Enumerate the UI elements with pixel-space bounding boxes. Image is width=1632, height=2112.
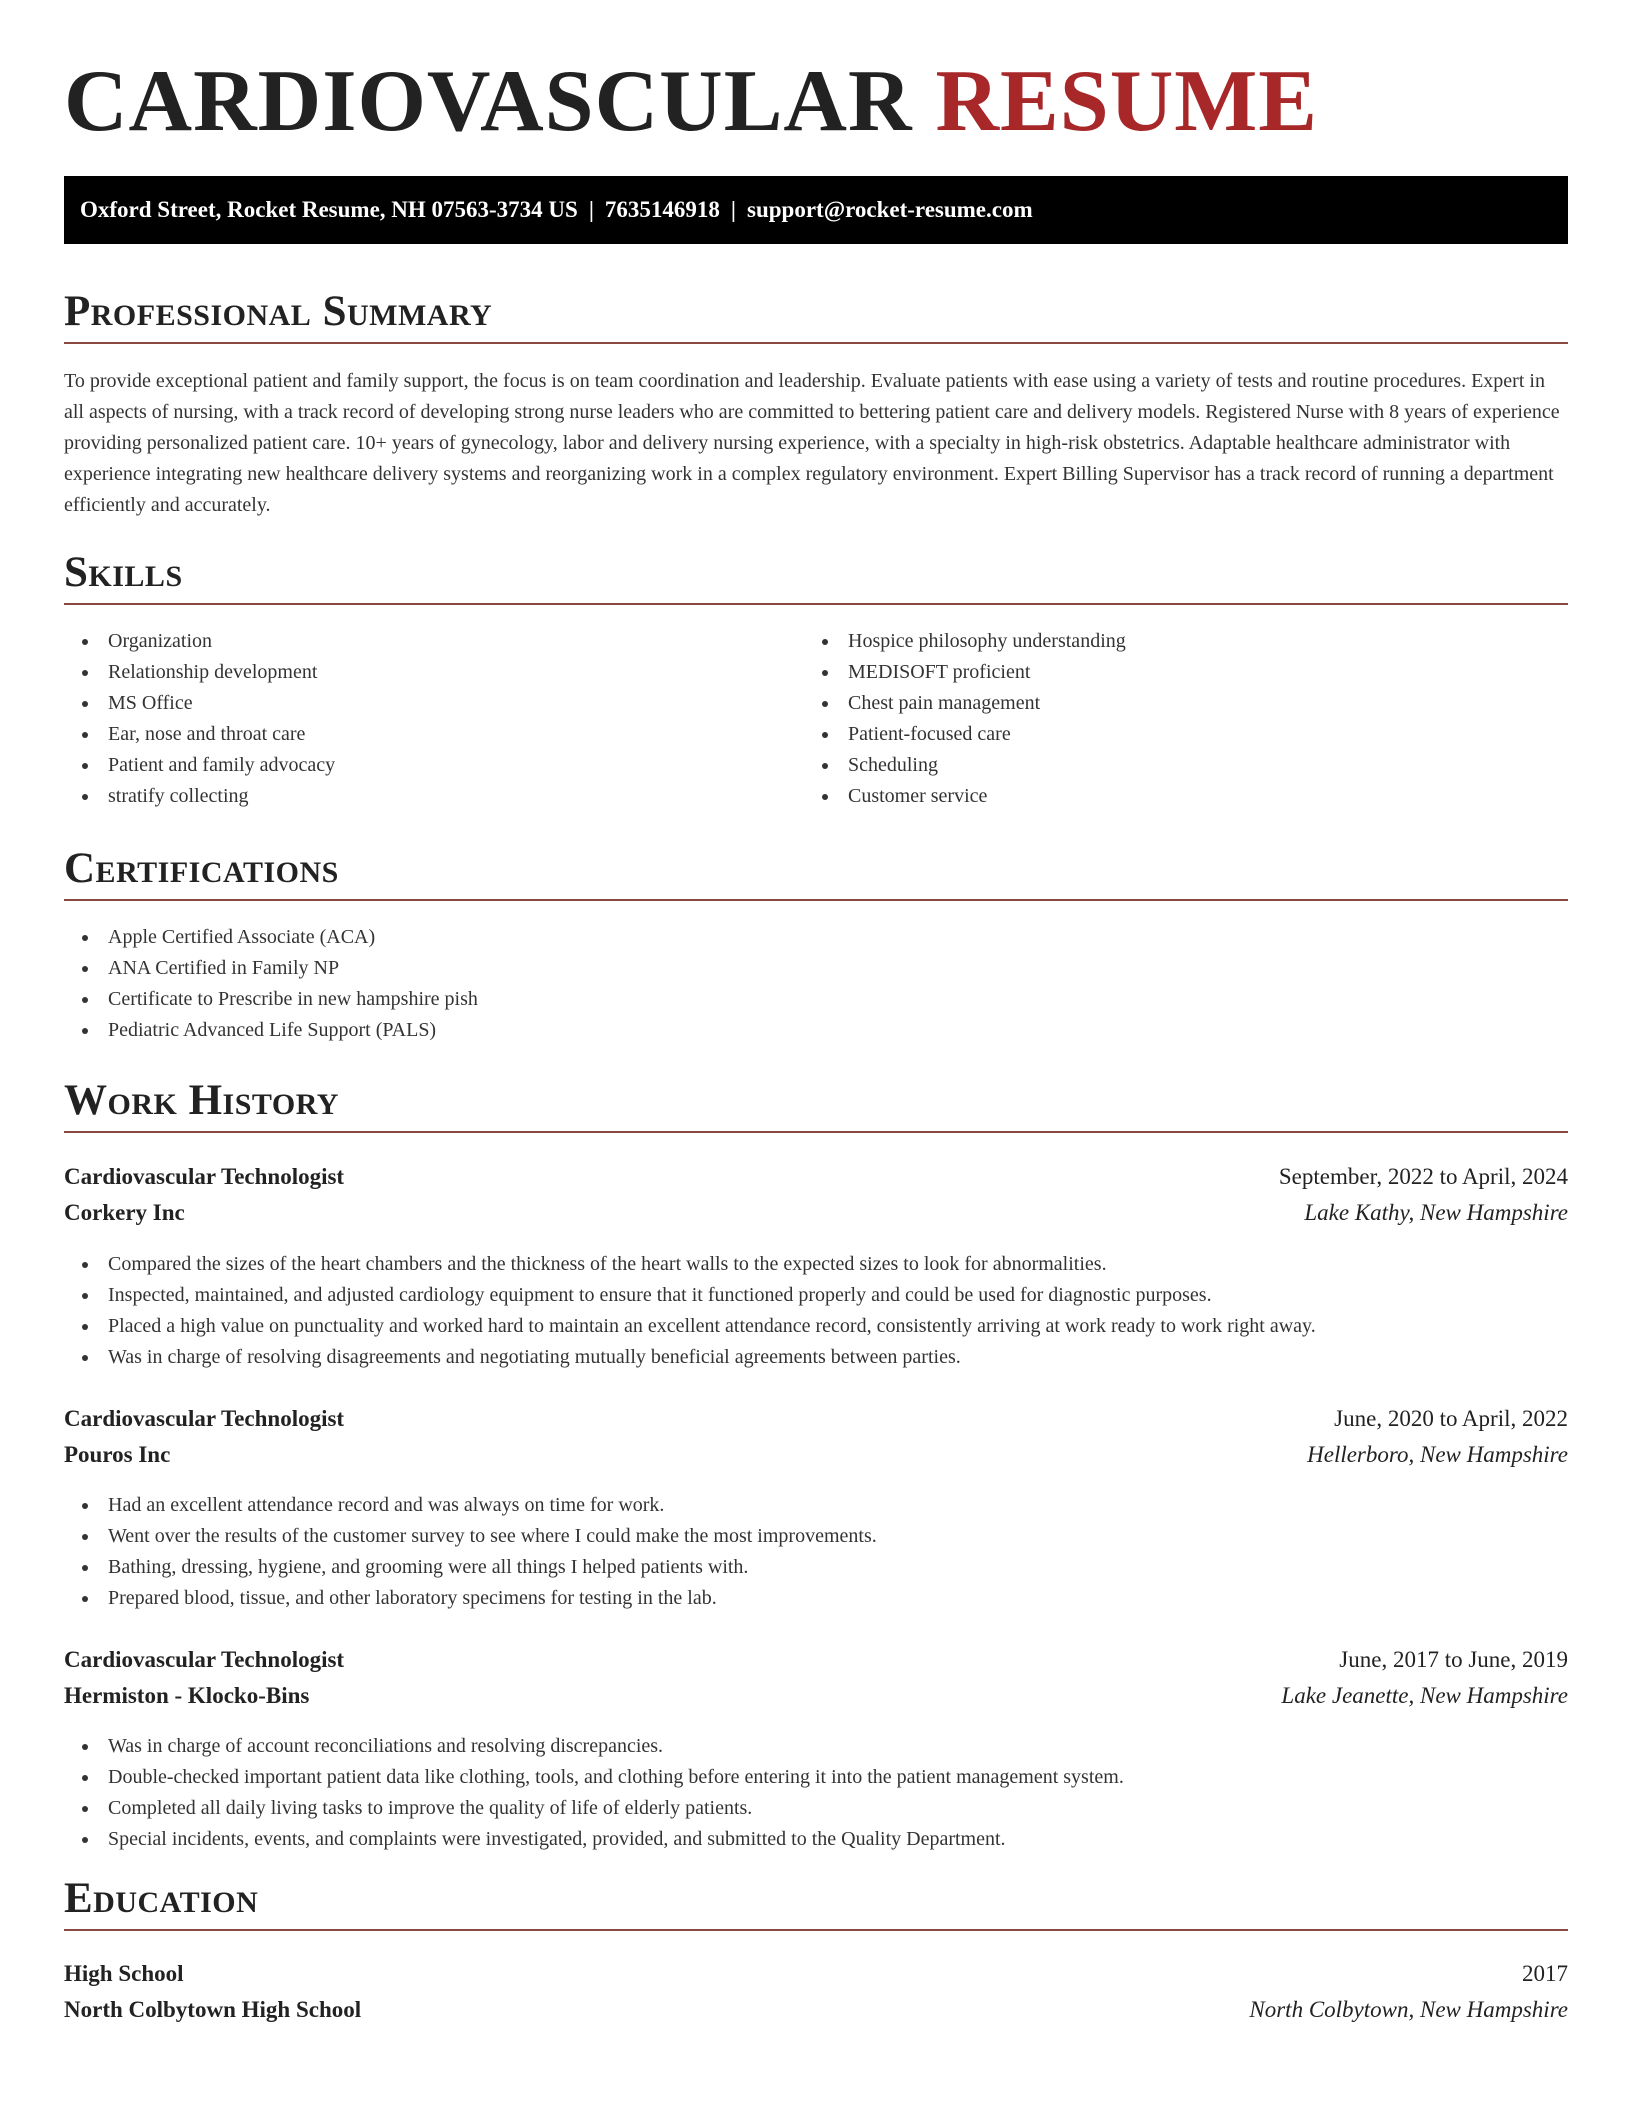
summary-text: To provide exceptional patient and family support, the focus is on team coordination and leadership. Evaluate patients with ease using a variety of tests and routine procedures. Expert in all aspects of nursing, with a track record of developing strong nurse leaders who are committed to bettering patient care and delivery models. Registered Nurse with 8 years of experience providing personalized patient care. 10+ years of gynecology, labor and delivery nursing experience, with a specialty in high-risk obstetrics. Adaptable healthcare administrator with experience integrating new healthcare delivery systems and reorganizing work in a complex regulatory environment. Expert Billing Supervisor has a track record of running a department efficiently and accurately. [64,370,1560,516]
contact-email: support@rocket-resume.com [747,197,1033,222]
education-heading: Education [64,1873,1568,1931]
education-location: North Colbytown, New Hampshire [1249,1997,1568,2022]
certification-item: ANA Certified in Family NP [64,953,478,984]
job-dates: June, 2020 to April, 2022 [1334,1406,1568,1431]
job-bullets [64,1249,1316,1373]
job-company-row [64,1678,1568,1714]
job-location: Lake Kathy, New Hampshire [1304,1200,1568,1225]
job-bullet: Inspected, maintained, and adjusted cardiology equipment to ensure that it functioned properly and could be used for diagnostic purposes. [64,1280,1316,1311]
skill-item: Chest pain management [804,688,1126,719]
title-word-1: CARDIOVASCULAR [64,53,913,150]
job-company-row [64,1195,1568,1231]
job-bullet: Completed all daily living tasks to improve the quality of life of elderly patients. [64,1793,1124,1824]
education-school-row [64,1992,1568,2028]
skill-item: MS Office [64,688,335,719]
skill-item: Relationship development [64,657,335,688]
education-row [64,1956,1568,1992]
job-bullet: Was in charge of account reconciliations and resolving discrepancies. [64,1731,1124,1762]
resume-title [64,52,1318,152]
job-title: Cardiovascular Technologist [64,1406,345,1431]
job-bullet: Special incidents, events, and complaints were investigated, provided, and submitted to the Quality Department. [64,1824,1124,1855]
job-dates: June, 2017 to June, 2019 [1339,1647,1568,1672]
skill-item: Customer service [804,781,1126,812]
job-title: Cardiovascular Technologist [64,1647,345,1672]
job-bullet: Placed a high value on punctuality and worked hard to maintain an excellent attendance record, consistently arriving at work ready to work right away. [64,1311,1316,1342]
job-bullet: Was in charge of resolving disagreements and negotiating mutually beneficial agreements between parties. [64,1342,1316,1373]
job-bullet: Went over the results of the customer survey to see where I could make the most improvements. [64,1521,877,1552]
skills-list-right [804,626,1126,812]
certification-item: Pediatric Advanced Life Support (PALS) [64,1015,478,1046]
job-company: Pouros Inc [64,1442,171,1467]
certifications-heading: Certifications [64,843,1568,901]
skill-item: Patient-focused care [804,719,1126,750]
skill-item: Ear, nose and throat care [64,719,335,750]
job-company: Hermiston - Klocko-Bins [64,1683,310,1708]
job-company-row [64,1437,1568,1473]
skills-list-left [64,626,335,812]
job-dates: September, 2022 to April, 2024 [1278,1164,1568,1189]
title-word-2: RESUME [935,53,1318,150]
job-bullets [64,1490,877,1614]
job-title: Cardiovascular Technologist [64,1164,345,1189]
job-header [64,1159,1568,1195]
skill-item: Hospice philosophy understanding [804,626,1126,657]
certification-item: Certificate to Prescribe in new hampshire pish [64,984,478,1015]
work-history-heading: Work History [64,1075,1568,1133]
summary-heading: Professional Summary [64,286,1568,344]
job-bullet: Had an excellent attendance record and was always on time for work. [64,1490,877,1521]
job-bullets [64,1731,1124,1855]
contact-separator: | [730,197,736,222]
job-bullet: Double-checked important patient data like clothing, tools, and clothing before entering it into the patient management system. [64,1762,1124,1793]
contact-separator: | [588,197,594,222]
job-location: Lake Jeanette, New Hampshire [1281,1683,1568,1708]
education-year: 2017 [1522,1961,1568,1986]
contact-phone: 7635146918 [604,197,720,222]
job-location: Hellerboro, New Hampshire [1307,1442,1568,1467]
job-bullet: Bathing, dressing, hygiene, and grooming were all things I helped patients with. [64,1552,877,1583]
skill-item: Organization [64,626,335,657]
skill-item: Scheduling [804,750,1126,781]
skills-heading: Skills [64,547,1568,605]
skill-item: MEDISOFT proficient [804,657,1126,688]
certifications-list [64,922,478,1046]
skill-item: Patient and family advocacy [64,750,335,781]
skill-item: stratify collecting [64,781,335,812]
contact-bar [64,176,1568,244]
job-header [64,1642,1568,1678]
job-bullet: Prepared blood, tissue, and other laboratory specimens for testing in the lab. [64,1583,877,1614]
education-school: North Colbytown High School [64,1997,362,2022]
certification-item: Apple Certified Associate (ACA) [64,922,478,953]
job-company: Corkery Inc [64,1200,185,1225]
job-bullet: Compared the sizes of the heart chambers and the thickness of the heart walls to the expected sizes to look for abnormalities. [64,1249,1316,1280]
education-degree: High School [64,1961,184,1986]
job-header [64,1401,1568,1437]
contact-address: Oxford Street, Rocket Resume, NH 07563-3734 US [80,197,578,222]
